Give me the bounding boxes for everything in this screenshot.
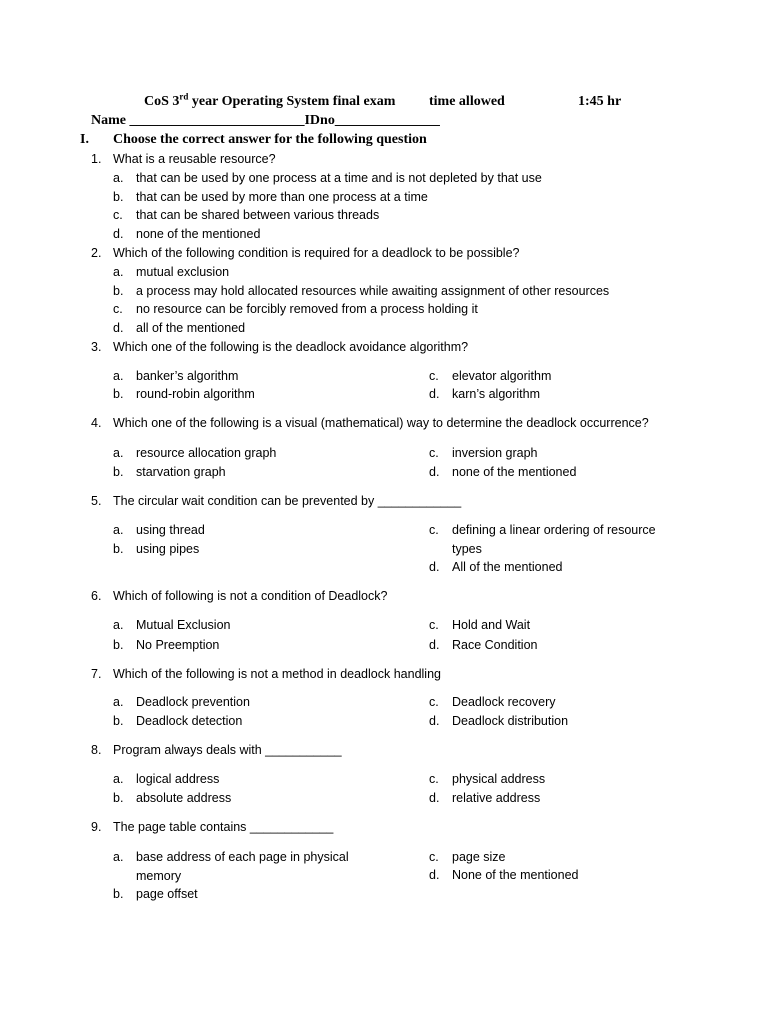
question-text: 1. What is a reusable resource? (91, 152, 276, 166)
question-text: 8. Program always deals with ___________ (91, 743, 342, 757)
exam-page: CoS 3rd year Operating System final exam time allowed 1:45 hr Name _________________________IDno_______________ I. Choose the correct answer for the following question 1. What is a reusable resource? a. that can be used by one process at a time and is not depleted by that use b. that can be used by more than one process at a time c. that can be shared between various threads d. none of the mentioned 2. Which of the following condition is required for a deadlock to be possible? a. mutual exclusion b. a process may hold allocated resources while awaiting assignment of other resources c. no resource can be forcibly removed from a process holding it d. all of the mentioned 3. Which one of the following is the deadlock avoidance algorithm? a. banker’s algorithm b. round-robin algorithm c. elevator algorithm d. karn’s algorithm 4. Which one of the following is a visual (mathematical) way to determine the deadlock occurrence? a. resource allocation graph b. starvation graph c. inversion graph d. none of the mentioned 5. The circular wait condition can be prevented by ____________ a. using thread b. using pipes c. defining a linear ordering of resource types d. All of the mentioned 6. Which of following is not a condition of Deadlock? a. Mutual Exclusion b. No Preemption c. Hold and Wait d. Race Condition 7. Which of the following is not a method in deadlock handling a. Deadlock prevention b. Deadlock detection c. Deadlock recovery d. Deadlock distribution 8. Program always deals with ___________ a. logical address b. absolute address c. physical address d. relative address 9. The page table contains ____________ a. base address of each page in physical memory b. page offset c. page size d. None of the mentioned (0, 0, 768, 1024)
exam-title (144, 91, 622, 110)
title-prefix: CoS 3 (144, 94, 180, 109)
option-5c: c. defining a linear ordering of resource types (429, 523, 656, 556)
question-text: 3. Which one of the following is the deadlock avoidance algorithm? (91, 340, 469, 354)
question-text: 4. Which one of the following is a visual (mathematical) way to determine the deadlock occurrence? (91, 416, 649, 430)
title-suffix: year Operating System final exam (188, 94, 396, 109)
question-text: 9. The page table contains ____________ (91, 820, 334, 834)
question-text: 6. Which of following is not a condition of Deadlock? (91, 589, 388, 603)
time-allowed-label: time allowed (429, 94, 505, 109)
name-id-line: Name _________________________IDno_______________ (91, 113, 440, 128)
duration: 1:45 hr (578, 94, 622, 109)
question-text: 7. Which of the following is not a method in deadlock handling (91, 667, 441, 681)
section-roman: I. (80, 132, 89, 147)
question-text: 5. The circular wait condition can be prevented by ____________ (91, 494, 462, 508)
question-text: 2. Which of the following condition is required for a deadlock to be possible? (91, 246, 520, 260)
section-heading (80, 132, 427, 148)
title-sup: rd (179, 91, 189, 102)
section-text: Choose the correct answer for the following question (113, 132, 427, 147)
option-9a: a. base address of each page in physical memory (113, 850, 349, 883)
